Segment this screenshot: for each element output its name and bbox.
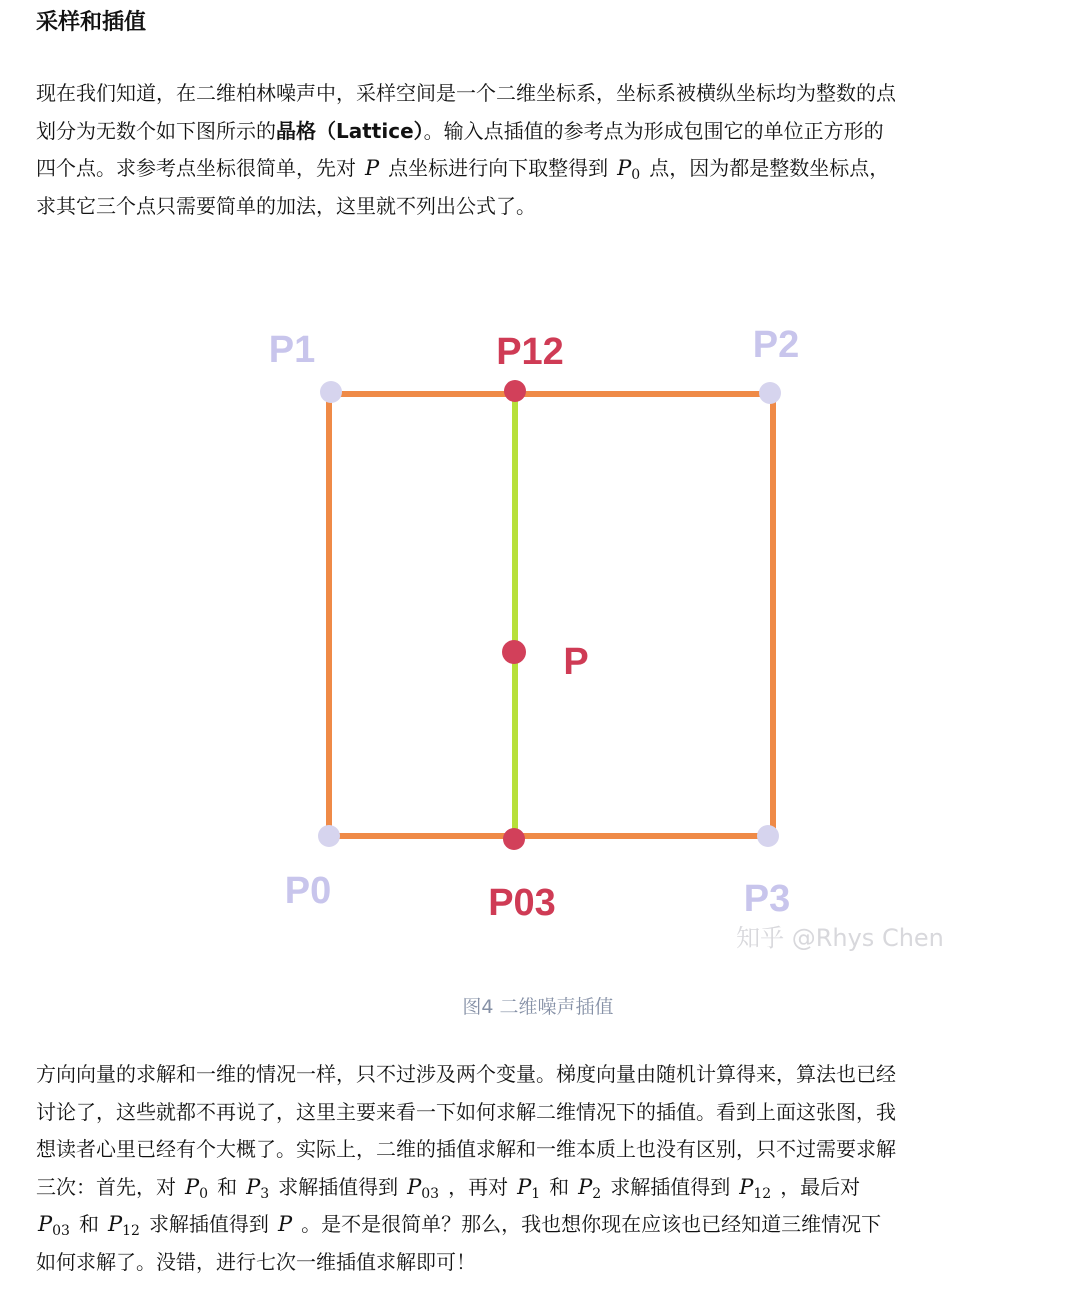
math-P1 [517,1174,541,1202]
lattice-term: 晶格（Lattice） [276,118,424,143]
intro-paragraph [36,75,1048,225]
math-symbol: P [578,1174,593,1199]
section-heading: 采样和插值 [36,10,147,35]
math-symbol: P [739,1174,754,1199]
text-run: 。是不是很简单？那么，我也想你现在应该也已经知道三维情况下 [301,1212,882,1236]
math-subscript: 03 [52,1223,70,1239]
text-line [36,188,1048,226]
point-p0 [318,825,340,847]
label-p1: P1 [268,329,316,371]
label-p3: P3 [743,878,791,920]
point-p2 [759,382,781,404]
math-P3 [246,1174,270,1202]
text-run: 点，因为都是整数坐标点， [649,156,890,180]
math-subscript: 12 [753,1185,772,1202]
text-run: 讨论了，这些就都不再说了，这里主要来看一下如何求解二维情况下的插值。看到上面这张图，我 [36,1099,896,1124]
math-symbol: P [407,1174,422,1199]
point-p12 [504,380,526,402]
math-subscript: 3 [260,1185,270,1202]
math-subscript: 03 [421,1185,440,1202]
text-line [36,1056,1048,1094]
text-line [36,1169,1048,1207]
text-run: 三次：首先，对 [36,1174,176,1199]
unit-square [329,394,773,836]
math-P [365,156,379,180]
math-symbol: P [365,156,380,180]
math-subscript: 0 [199,1185,209,1202]
text-line [36,113,1048,151]
math-P12 [107,1212,140,1239]
label-p: P [563,641,589,683]
math-symbol: P [517,1174,532,1199]
text-line [36,150,1048,188]
text-run: 想读者心里已经有个大概了。实际上，二维的插值求解和一维本质上也没有区别，只不过需要求解 [36,1137,896,1161]
text-run: 求解插值得到 [148,1212,269,1236]
math-symbol: P [617,156,632,180]
text-run: 求解插值得到 [278,1174,399,1199]
math-symbol: P [277,1212,293,1236]
math-P0 [185,1174,209,1202]
math-subscript: 12 [122,1223,140,1239]
text-run: 求其它三个点只需要简单的加法，这里就不列出公式了。 [36,193,536,218]
math-P03 [38,1212,70,1239]
text-run: 划分为无数个如下图所示的 [36,118,276,143]
math-P2 [578,1174,602,1202]
lattice-figure [0,290,1076,980]
math-symbol: P [185,1174,200,1199]
point-p3 [757,825,779,847]
point-p [502,640,526,664]
lattice-diagram [0,290,1076,980]
text-line [36,75,1048,113]
text-run: 现在我们知道，在二维柏林噪声中，采样空间是一个二维坐标系，坐标系被横纵坐标均为整数的点 [36,81,896,105]
text-run: 如何求解了。没错，进行七次一维插值求解即可！ [36,1249,476,1274]
text-line [36,1131,1048,1169]
math-P [278,1212,292,1236]
figure-caption: 图4 二维噪声插值 [462,996,614,1018]
explanation-paragraph [36,1056,1048,1281]
math-symbol: P [246,1174,261,1199]
math-symbol: P [107,1212,123,1236]
point-p1 [320,381,342,403]
text-line [36,1094,1048,1132]
text-line [36,1206,1048,1244]
text-run: 和 [549,1174,570,1199]
text-run: ，最后对 [780,1174,861,1199]
label-p2: P2 [752,324,800,366]
watermark: 知乎 @Rhys Chen [736,924,944,952]
label-p0: P0 [284,870,332,912]
text-run: 和 [217,1174,238,1199]
text-run: 点坐标进行向下取整得到 [388,156,609,180]
text-run: 四个点。求参考点坐标很简单，先对 [36,156,356,180]
text-run: ，再对 [448,1174,509,1199]
text-run: 和 [78,1212,99,1236]
math-P03 [407,1174,440,1202]
math-subscript: 2 [592,1185,602,1202]
point-p03 [503,828,525,850]
math-subscript: 1 [531,1185,541,1202]
math-P0 [617,156,641,183]
text-run: 求解插值得到 [610,1174,731,1199]
label-p12: P12 [496,331,564,373]
math-symbol: P [38,1212,53,1236]
text-line [36,1244,1048,1282]
math-P12 [739,1174,772,1202]
label-p03: P03 [488,882,556,924]
text-run: 。输入点插值的参考点为形成包围它的单位正方形的 [423,118,884,143]
text-run: 方向向量的求解和一维的情况一样，只不过涉及两个变量。梯度向量由随机计算得来，算法也已经 [36,1062,896,1086]
math-subscript: 0 [631,167,641,183]
